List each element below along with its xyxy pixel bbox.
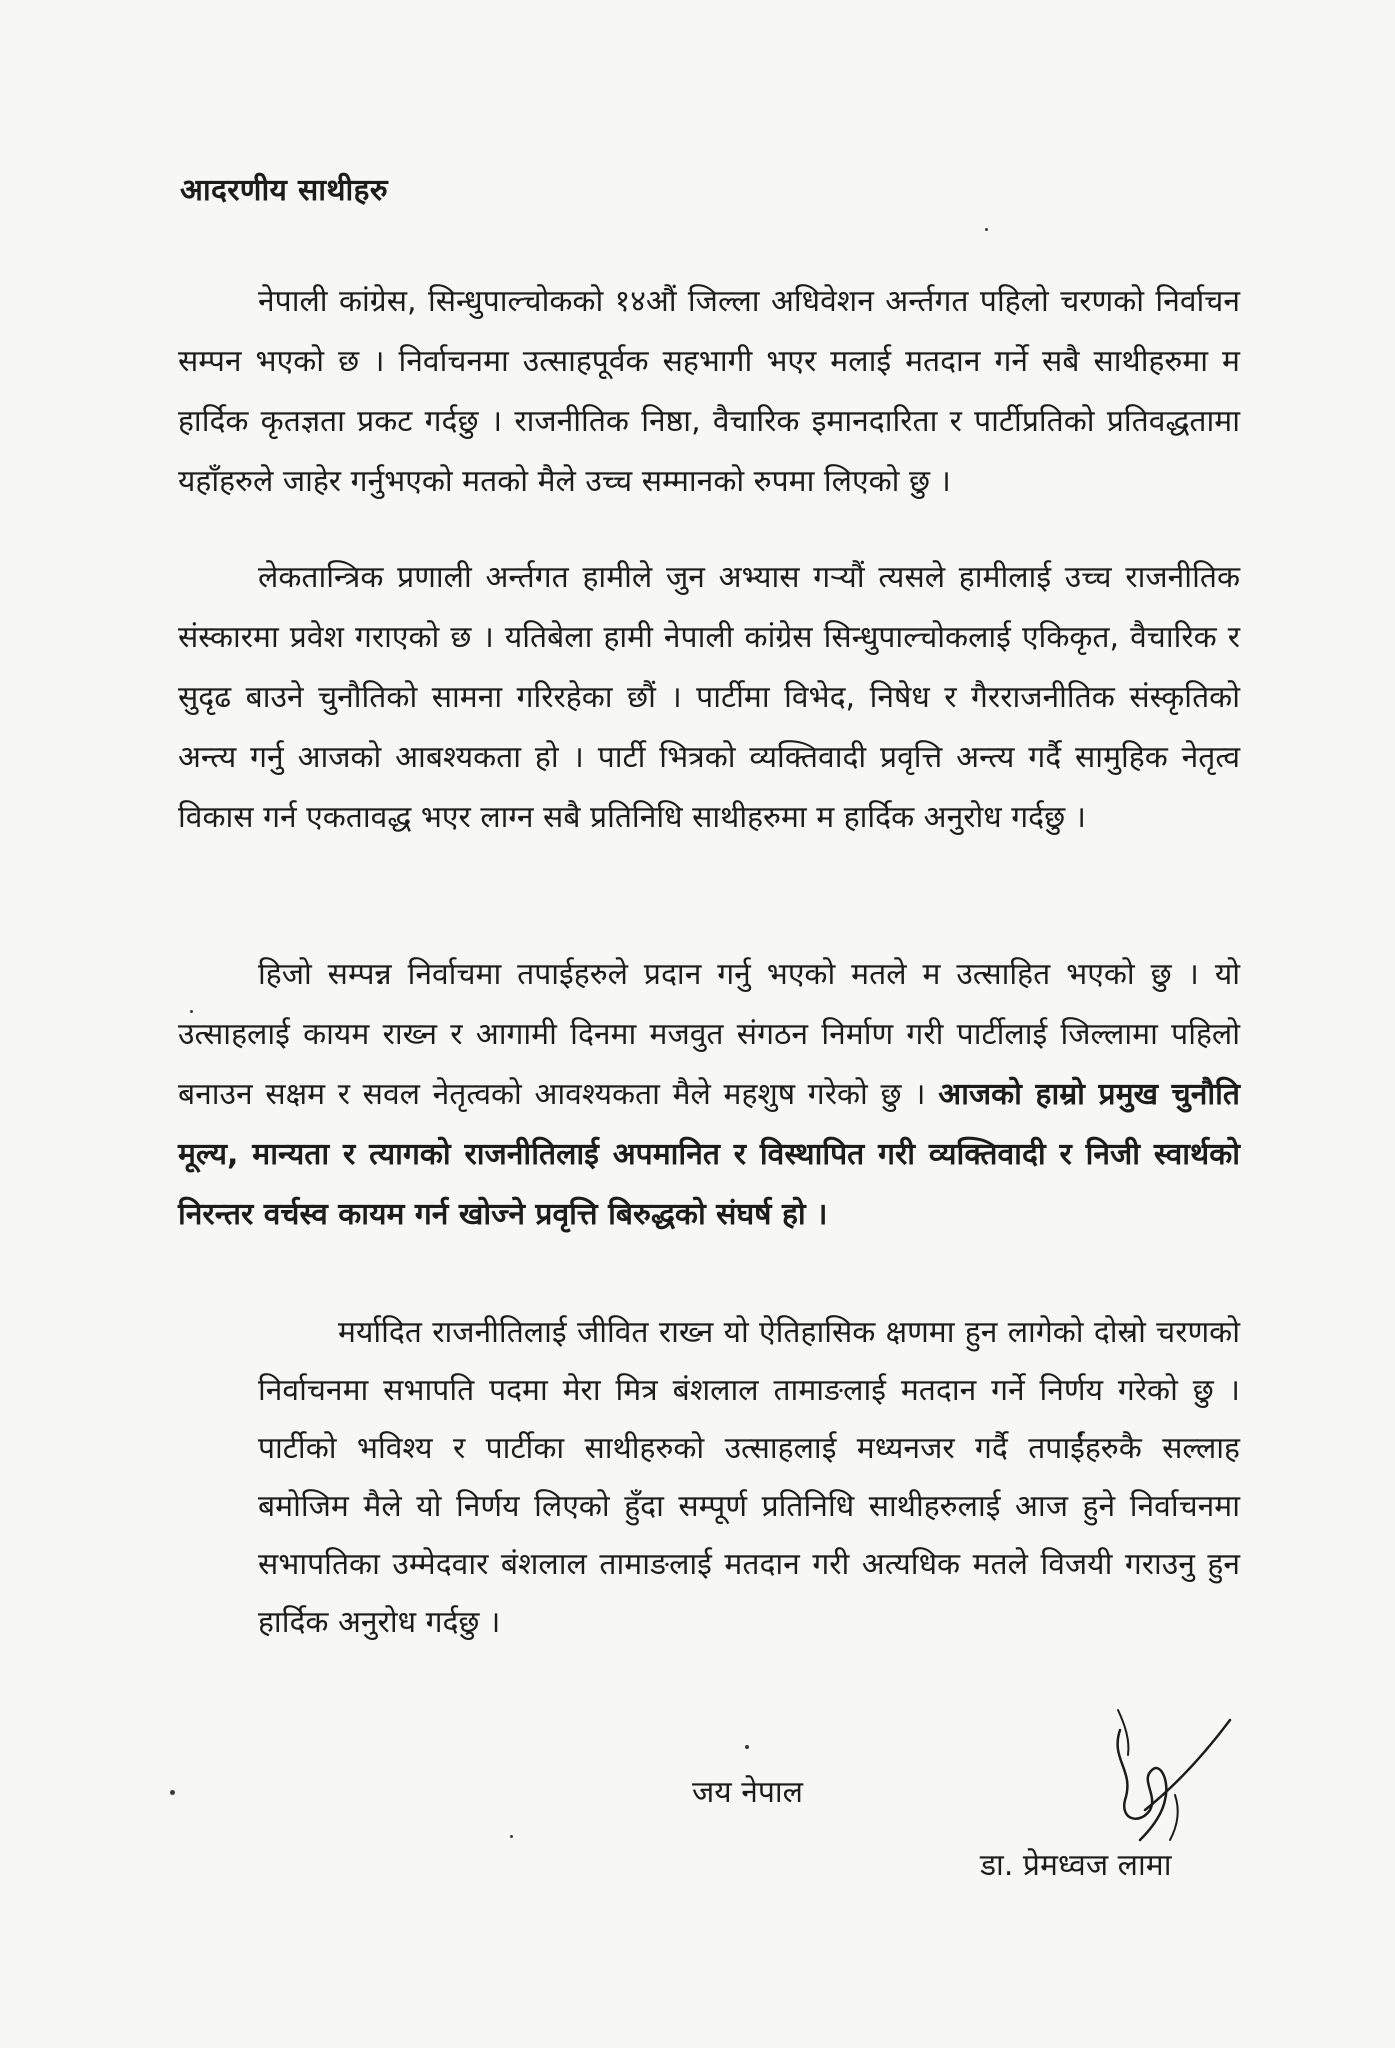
signer-name: डा. प्रेमध्वज लामा bbox=[980, 1848, 1172, 1883]
scan-speck bbox=[510, 1835, 513, 1838]
scan-speck bbox=[190, 1010, 193, 1013]
paragraph-2: लेकतान्त्रिक प्रणाली अर्न्तगत हामीले जुन अभ्यास गर्‍यौं त्यसले हामीलाई उच्च राजनीतिक संस्कारमा प्रवेश गराएको छ । यतिबेला हामी नेपाली कांग्रेस सिन्धुपाल्चोकलाई एकिकृत, वैचारिक र सुदृढ बाउने चुनौतिको सामना गरिरहेका छौं । पार्टीमा विभेद, निषेध र गैरराजनीतिक संस्कृतिको अन्त्य गर्नु आजको आबश्यकता हो । पार्टी भित्रको व्यक्तिवादी प्रवृत्ति अन्त्य गर्दै सामुहिक नेतृत्व विकास गर्न एकतावद्ध भएर लाग्न सबै प्रतिनिधि साथीहरुमा म हार्दिक अनुरोध गर्दछु । bbox=[178, 560, 1240, 835]
paragraph-3 bbox=[178, 945, 1240, 1245]
salutation: आदरणीय साथीहरु bbox=[180, 173, 389, 208]
paragraph-1: नेपाली कांग्रेस, सिन्धुपाल्चोकको १४औं जिल्ला अधिवेशन अर्न्तगत पहिलो चरणको निर्वाचन सम्पन भएको छ । निर्वाचनमा उत्साहपूर्वक सहभागी भएर मलाई मतदान गर्ने सबै साथीहरुमा म हार्दिक कृतज्ञता प्रकट गर्दछु । राजनीतिक निष्ठा, वैचारिक इमानदारिता र पार्टीप्रतिको प्रतिवद्धतामा यहाँहरुले जाहेर गर्नुभएको मतको मैले उच्च सम्मानको रुपमा लिएको छु । bbox=[178, 284, 1240, 499]
scan-speck bbox=[745, 1745, 749, 1749]
paragraph-3-normal: हिजो सम्पन्न निर्वाचमा तपाईहरुले प्रदान गर्नु भएको मतले म उत्साहित भएको छु । यो उत्साहलाई कायम राख्न र आगामी दिनमा मजवुत संगठन निर्माण गरी पार्टीलाई जिल्लामा पहिलो बनाउन सक्षम र सवल नेतृत्वको आवश्यकता मैले महशुष गरेको छु । bbox=[178, 957, 1240, 1112]
closing-salute: जय नेपाल bbox=[692, 1775, 803, 1810]
handwritten-signature bbox=[1080, 1700, 1240, 1850]
scan-speck bbox=[985, 228, 988, 231]
paragraph-3-emphasis: आजको हाम्रो प्रमुख चुनौति मूल्य, मान्यता र त्यागको राजनीतिलाई अपमानित र विस्थापित गरी व्यक्तिवादी र निजी स्वार्थको निरन्तर वर्चस्व कायम गर्न खोज्ने प्रवृत्ति बिरुद्धको संघर्ष हो । bbox=[178, 1077, 1240, 1232]
paragraph-4: मर्यादित राजनीतिलाई जीवित राख्न यो ऐतिहासिक क्षणमा हुन लागेको दोस्रो चरणको निर्वाचनमा सभापति पदमा मेरा मित्र बंशलाल तामाङलाई मतदान गर्ने निर्णय गरेको छु । पार्टीको भविश्य र पार्टीका साथीहरुको उत्साहलाई मध्यनजर गर्दै तपाईंहरुकै सल्लाह बमोजिम मैले यो निर्णय लिएको हुँदा सम्पूर्ण प्रतिनिधि साथीहरुलाई आज हुने निर्वाचनमा सभापतिका उम्मेदवार बंशलाल तामाङलाई मतदान गरी अत्यधिक मतले विजयी गराउनु हुन हार्दिक अनुरोध गर्दछु । bbox=[258, 1315, 1240, 1640]
scan-speck bbox=[170, 1790, 175, 1795]
